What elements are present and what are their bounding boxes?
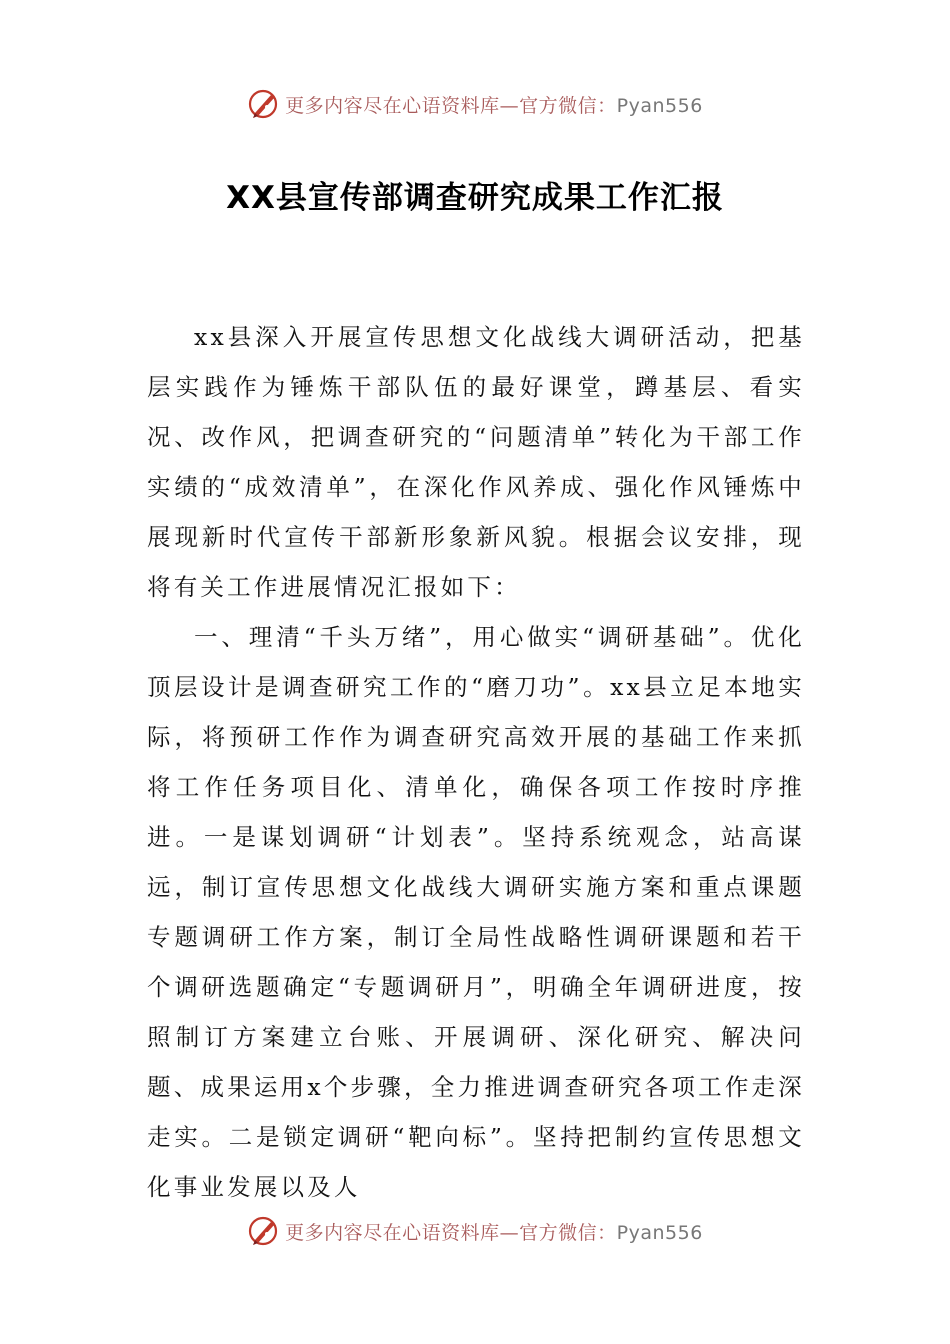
header-banner (0, 84, 950, 124)
document-title: XX县宣传部调查研究成果工作汇报 (226, 180, 724, 216)
pen-logo-icon (247, 1214, 281, 1248)
document-body (147, 312, 805, 1212)
footer-wechat-id: Pyan556 (616, 1221, 703, 1244)
header-banner-text: 更多内容尽在心语资料库—官方微信：Pyan556 (285, 94, 703, 117)
footer-banner (0, 1211, 950, 1251)
paragraph-intro: xx县深入开展宣传思想文化战线大调研活动，把基层实践作为锤炼干部队伍的最好课堂，蹲基层、看实况、改作风，把调查研究的“问题清单”转化为干部工作实绩的“成效清单”，在深化作风养成、强化作风锤炼中展现新时代宣传干部新形象新风貌。根据会议安排，现将有关工作进展情况汇报如下： (147, 323, 805, 601)
pen-logo-icon (247, 87, 281, 121)
footer-banner-text: 更多内容尽在心语资料库—官方微信：Pyan556 (285, 1221, 703, 1244)
header-wechat-id: Pyan556 (616, 94, 703, 117)
paragraph-section-one: 一、理清“千头万绪”，用心做实“调研基础”。优化顶层设计是调查研究工作的“磨刀功”。xx县立足本地实际，将预研工作作为调查研究高效开展的基础工作来抓将工作任务项目化、清单化，确保各项工作按时序推进。一是谋划调研“计划表”。坚持系统观念，站高谋远，制订宣传思想文化战线大调研实施方案和重点课题专题调研工作方案，制订全局性战略性调研课题和若干个调研选题确定“专题调研月”，明确全年调研进度，按照制订方案建立台账、开展调研、深化研究、解决问题、成果运用x个步骤，全力推进调查研究各项工作走深走实。二是锁定调研“靶向标”。坚持把制约宣传思想文化事业发展以及人 (147, 623, 805, 1201)
